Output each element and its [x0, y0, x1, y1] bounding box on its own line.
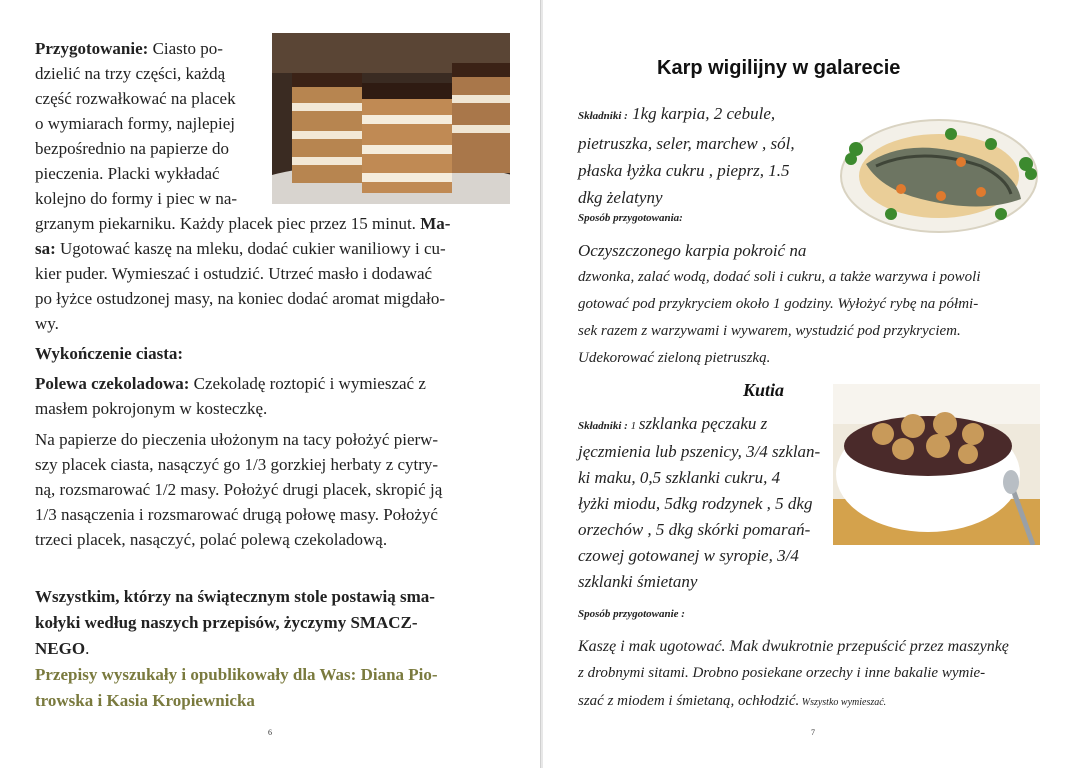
glaze-text: Czekoladę roztopić i wymieszać z [189, 374, 426, 393]
prep-line: część rozwałkować na placek [35, 89, 236, 108]
carp-method-line: sek razem z warzywami i wywarem, wystudzić pod przykryciem. [578, 323, 961, 339]
glaze-line-1 [35, 371, 505, 396]
carp-ingredients [578, 100, 838, 211]
carp-photo-svg [831, 104, 1043, 246]
page-number-left: 6 [268, 728, 272, 737]
kutia-ing-line: jęczmienia lub pszenicy, 3/4 szklan- [578, 442, 821, 461]
glaze-label: Polewa czekoladowa: [35, 374, 190, 393]
kutia-ing-line: ki maku, 0,5 szklanki cukru, 4 [578, 468, 781, 487]
closing-line-last [35, 636, 505, 662]
masa-text: Ugotować kaszę na mleku, dodać cukier waniliowy i cu- [55, 239, 446, 258]
recipe-title: Karp wigilijny w galarecie [657, 57, 901, 79]
carp-ing-line: dkg żelatyny [578, 188, 663, 207]
kutia-ing-line: orzechów , 5 dkg skórki pomarań- [578, 520, 811, 539]
masa-line: po łyżce ostudzonej masy, na koniec dodać aromat migdało- [35, 289, 446, 308]
closing-line: Wszystkim, którzy na świątecznym stole postawią sma- [35, 587, 435, 606]
masa-line: kier puder. Wymieszać i ostudzić. Utrzeć masło i dodawać [35, 264, 433, 283]
prep-line: bezpośrednio na papierze do [35, 139, 229, 158]
assembly-block [35, 427, 505, 552]
kutia-ing-text: szklanka pęczaku z [638, 414, 768, 433]
carp-ing-label: Składniki : [578, 110, 628, 122]
credits-line: trowska i Kasia Kropiewnicka [35, 691, 255, 710]
left-page [0, 0, 541, 768]
kutia-ing-line: łyżki miodu, 5dkg rodzynek , 5 dkg [578, 494, 813, 513]
prep-line: pieczenia. Placki wykładać [35, 164, 220, 183]
credits-block [35, 662, 505, 714]
masa-label-b: sa: [35, 239, 56, 258]
assembly-line: szy placek ciasta, nasączyć go 1/3 gorzkiej herbaty z cytry- [35, 455, 439, 474]
closing-last-text: NEGO [35, 639, 86, 658]
assembly-line: ną, rozsmarować 1/2 masy. Położyć drugi placek, skropić ją [35, 480, 443, 499]
masa-label-a: Ma- [420, 214, 451, 233]
carp-ing-text: 1kg karpia, 2 cebule, [627, 104, 776, 123]
carp-ing-line: pietruszka, seler, marchew , sól, [578, 134, 795, 153]
finish-heading-text: Wykończenie ciasta: [35, 344, 184, 363]
closing-period: . [85, 639, 90, 658]
kutia-ing-label: Składniki : [578, 420, 628, 432]
kutia-method-small: Wszystko wymieszać. [799, 697, 887, 708]
carp-method-line: Udekorować zieloną pietruszką. [578, 350, 771, 366]
carp-method-label: Sposób przygotowania: [578, 212, 683, 224]
kutia-ing-small: 1 [627, 420, 639, 432]
prep-line: o wymiarach formy, najlepiej [35, 114, 235, 133]
glaze-block [35, 371, 505, 421]
kutia-method-text: szać z miodem i śmietaną, ochłodzić. [578, 693, 800, 709]
masa-line-1 [35, 236, 505, 261]
kutia-ing-line: szklanki śmietany [578, 572, 698, 591]
kutia-photo-svg [833, 384, 1040, 545]
preparation-block [35, 36, 505, 336]
kutia-method-label: Sposób przygotowanie : [578, 608, 685, 620]
kutia-photo [833, 384, 1040, 545]
prep-text: Ciasto po- [148, 39, 223, 58]
carp-photo [831, 104, 1043, 246]
kutia-title: Kutia [743, 380, 785, 400]
kutia-method-line: z drobnymi sitami. Drobno posiekane orzechy i inne bakalie wymie- [578, 665, 986, 681]
kutia-method-last-line [578, 687, 1058, 716]
closing-block [35, 584, 505, 662]
carp-method [578, 237, 1048, 372]
prep-line: kolejno do formy i piec w na- [35, 189, 238, 208]
prep-label: Przygotowanie: [35, 39, 149, 58]
kutia-method-line: Kaszę i mak ugotować. Mak dwukrotnie przepuścić przez maszynkę [578, 638, 1009, 655]
masa-line: wy. [35, 314, 59, 333]
assembly-line: Na papierze do pieczenia ułożonym na tacy położyć pierw- [35, 430, 439, 449]
prep-line: dzielić na trzy części, każdą [35, 64, 226, 83]
prep-line-8 [35, 211, 505, 236]
kutia-method [578, 633, 1058, 716]
prep-text: grzanym piekarniku. Każdy placek piec przez 15 minut. [35, 214, 421, 233]
carp-method-line: dzwonka, zalać wodą, dodać soli i cukru, a także warzywa i powoli [578, 269, 981, 285]
closing-line: kołyki według naszych przepisów, życzymy SMACZ- [35, 613, 418, 632]
carp-method-line: Oczyszczonego karpia pokroić na [578, 241, 807, 260]
page-number-right: 7 [811, 728, 815, 737]
kutia-ing-line: czowej gotowanej w syropie, 3/4 [578, 546, 799, 565]
carp-ing-line: płaska łyżka cukru , pieprz, 1.5 [578, 161, 790, 180]
assembly-line: trzeci placek, nasączyć, polać polewą czekoladową. [35, 530, 388, 549]
right-page [543, 0, 1086, 768]
finish-heading [35, 341, 505, 366]
credits-line: Przepisy wyszukały i opublikowały dla Was: Diana Pio- [35, 665, 438, 684]
assembly-line: 1/3 nasączenia i rozsmarować drugą połowę masy. Położyć [35, 505, 438, 524]
kutia-ing-line-1 [578, 411, 838, 439]
carp-method-line: gotować pod przykryciem około 1 godziny. Wyłożyć rybę na półmi- [578, 296, 979, 312]
kutia-ingredients [578, 411, 838, 595]
carp-ing-line-1 [578, 100, 838, 130]
glaze-line-2: masłem pokrojonym w kosteczkę. [35, 399, 268, 418]
prep-line-1 [35, 36, 505, 61]
